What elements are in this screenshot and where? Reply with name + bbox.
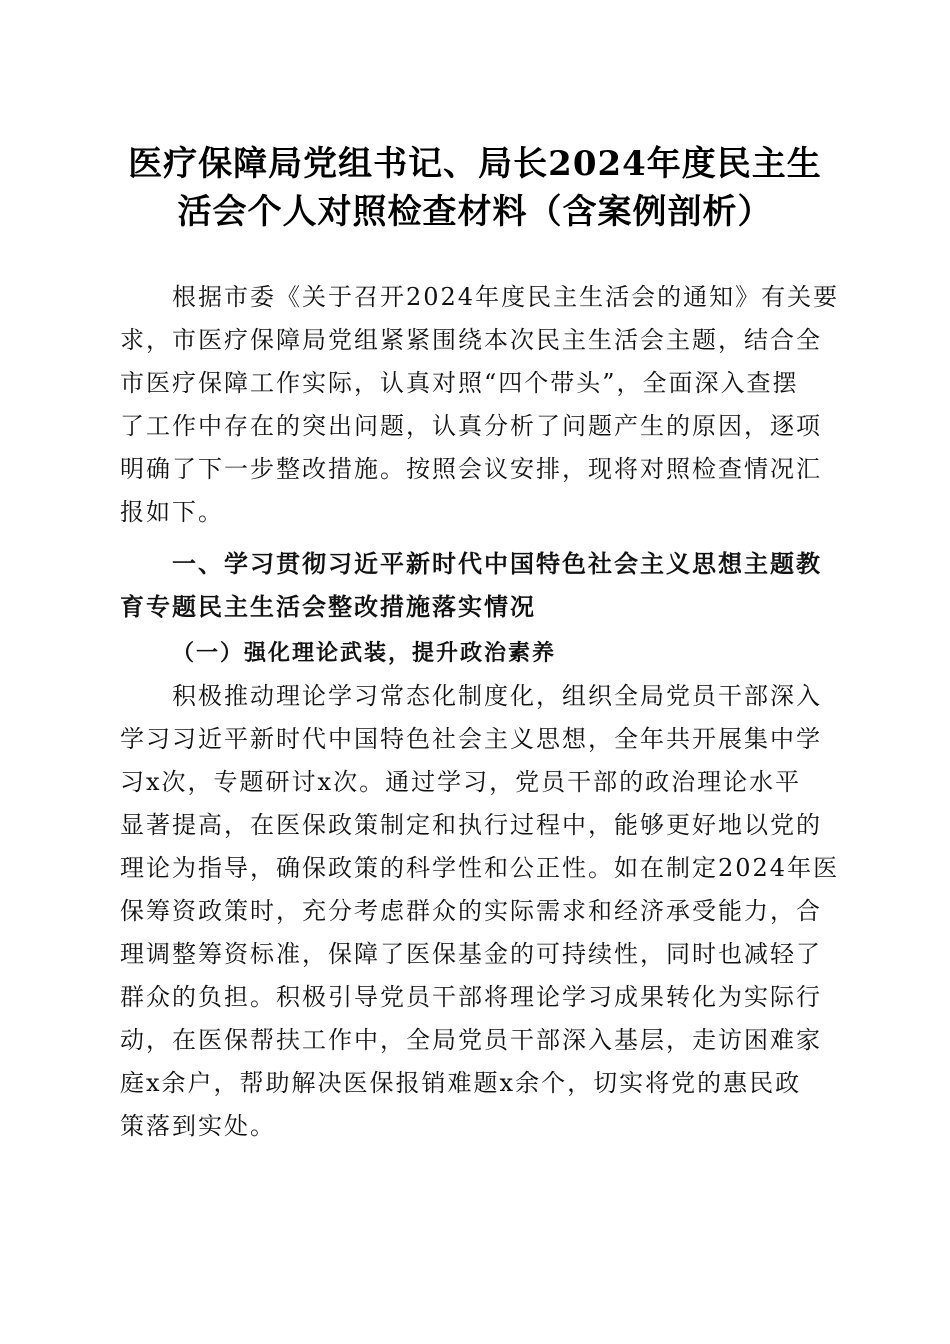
paragraph-line: 理调整筹资标准，保障了医保基金的可持续性，同时也减轻了 <box>120 940 822 968</box>
document-title <box>118 140 832 236</box>
paragraph-line: 报如下。 <box>120 498 224 526</box>
paragraph-line: 理论为指导，确保政策的科学性和公正性。如在制定2024年医 <box>120 854 840 882</box>
heading-line: （一）强化理论武装，提升政治素养 <box>172 640 557 666</box>
paragraph-line: 根据市委《关于召开2024年度民主生活会的通知》有关要 <box>172 283 840 311</box>
paragraph-line: 保筹资政策时，充分考虑群众的实际需求和经济承受能力，合 <box>120 897 822 925</box>
section-heading <box>120 543 822 629</box>
paragraph-line: 习x次，专题研讨x次。通过学习，党员干部的政治理论水平 <box>120 768 802 796</box>
paragraph-line: 显著提高，在医保政策制定和执行过程中，能够更好地以党的 <box>120 811 822 839</box>
paragraph-line: 市医疗保障工作实际，认真对照“四个带头”，全面深入查摆 <box>120 369 799 397</box>
paragraph-line: 求，市医疗保障局党组紧紧围绕本次民主生活会主题，结合全 <box>120 326 822 354</box>
paragraph-line: 动，在医保帮扶工作中，全局党员干部深入基层，走访困难家 <box>120 1026 822 1054</box>
paragraph-line: 群众的负担。积极引导党员干部将理论学习成果转化为实际行 <box>120 983 822 1011</box>
subsection-paragraph <box>120 675 840 1148</box>
subsection-heading <box>120 632 822 675</box>
paragraph-line: 积极推动理论学习常态化制度化，组织全局党员干部深入 <box>172 682 822 710</box>
title-line: 医疗保障局党组书记、局长2024年度民主生 <box>128 144 822 184</box>
heading-line: 育专题民主生活会整改措施落实情况 <box>120 593 536 621</box>
intro-paragraph <box>120 276 840 534</box>
paragraph-line: 了工作中存在的突出问题，认真分析了问题产生的原因，逐项 <box>120 412 822 440</box>
paragraph-line: 明确了下一步整改措施。按照会议安排，现将对照检查情况汇 <box>120 455 822 483</box>
paragraph-line: 学习习近平新时代中国特色社会主义思想，全年共开展集中学 <box>120 725 822 753</box>
title-line: 活会个人对照检查材料（含案例剖析） <box>177 192 773 232</box>
paragraph-line: 庭x余户，帮助解决医保报销难题x余个，切实将党的惠民政 <box>120 1069 802 1097</box>
heading-line: 一、学习贯彻习近平新时代中国特色社会主义思想主题教 <box>172 550 822 578</box>
paragraph-line: 策落到实处。 <box>120 1112 276 1140</box>
